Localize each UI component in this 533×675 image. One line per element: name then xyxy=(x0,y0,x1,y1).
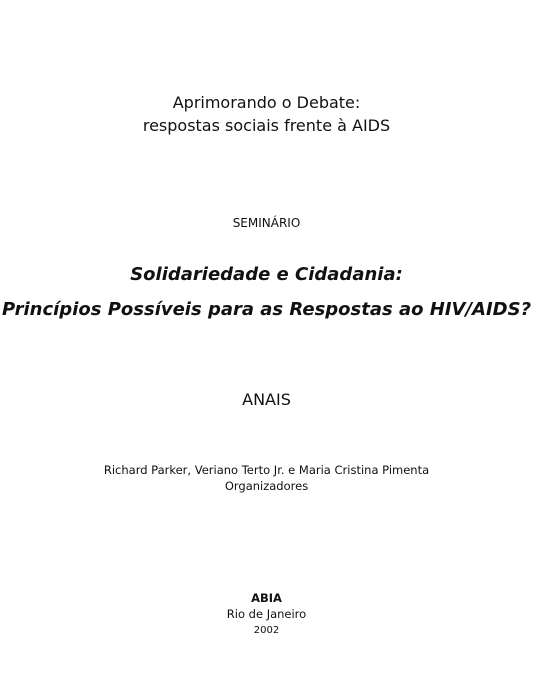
series-title-line-1: Aprimorando o Debate: xyxy=(172,93,361,112)
publisher-city: Rio de Janeiro xyxy=(226,607,307,621)
publisher-name: ABIA xyxy=(251,591,282,605)
authors-line: Richard Parker, Veriano Terto Jr. e Maria Cristina Pimenta xyxy=(103,463,430,477)
main-title-line-2: Princípios Possíveis para as Respostas ao HIV/AIDS? xyxy=(1,299,532,320)
series-title-line-2: respostas sociais frente à AIDS xyxy=(142,116,391,135)
publication-year: 2002 xyxy=(253,625,280,636)
organizers-label: Organizadores xyxy=(224,479,309,493)
main-title-line-1: Solidariedade e Cidadania: xyxy=(130,264,403,285)
seminar-label: SEMINÁRIO xyxy=(232,216,301,230)
section-label-anais: ANAIS xyxy=(242,390,291,409)
